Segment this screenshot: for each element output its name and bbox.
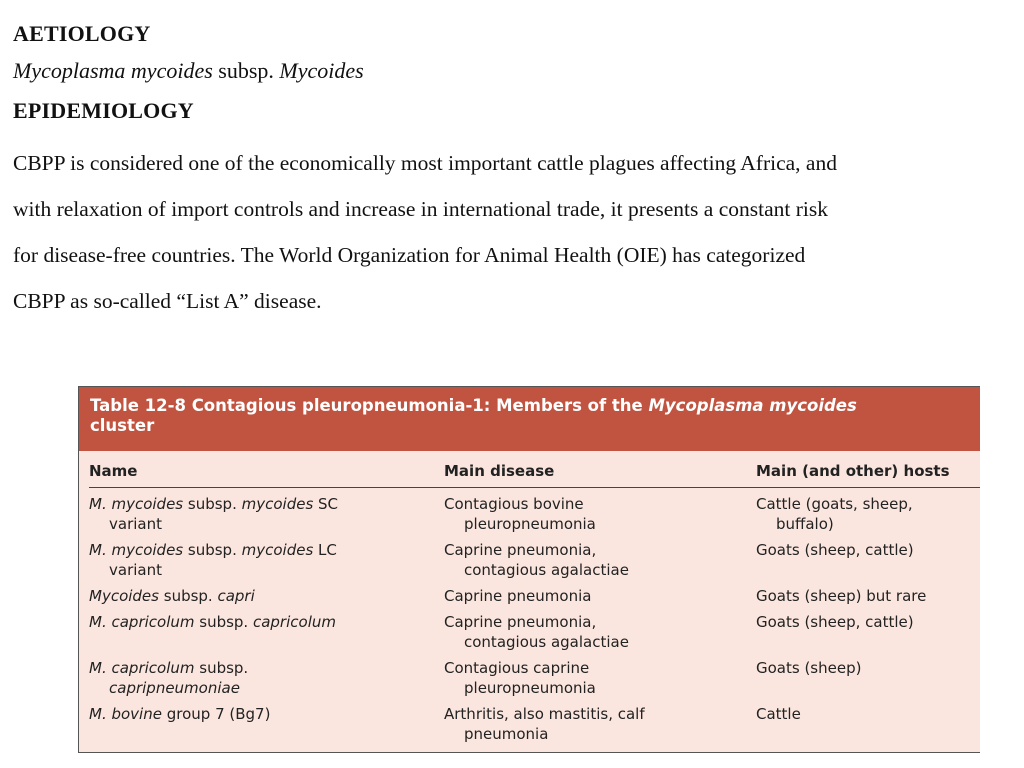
table-row	[89, 612, 980, 658]
organism-subspecies: Mycoides	[279, 58, 364, 83]
table-caption-italic: Mycoplasma mycoides	[648, 396, 857, 415]
hosts-line2: buffalo)	[776, 515, 834, 533]
disease-line2: contagious agalactiae	[464, 633, 629, 651]
cell-disease	[444, 540, 629, 580]
name-part: subsp.	[183, 541, 242, 559]
name-part: group 7 (Bg7)	[161, 705, 271, 723]
column-header-name: Name	[89, 462, 138, 480]
cell-disease	[444, 586, 591, 606]
table-row	[89, 658, 980, 704]
mycoplasma-table	[78, 386, 980, 753]
name-part: subsp.	[194, 659, 249, 677]
table-caption-prefix: Table 12-8 Contagious pleuropneumonia-1: Members of the	[90, 396, 649, 415]
cell-hosts	[756, 494, 913, 534]
cell-disease	[444, 658, 596, 698]
name-line2: variant	[109, 561, 162, 579]
name-part: capri	[217, 587, 255, 605]
disease-line2: pneumonia	[464, 725, 549, 743]
disease-line1: Contagious caprine	[444, 659, 590, 677]
cell-hosts	[756, 612, 914, 632]
cell-name	[89, 704, 270, 724]
name-line2: variant	[109, 515, 162, 533]
cell-disease	[444, 494, 596, 534]
organism-species: Mycoplasma mycoides	[13, 58, 213, 83]
name-part: M. bovine	[89, 705, 162, 723]
name-part: M. mycoides	[89, 495, 184, 513]
name-part: subsp.	[158, 587, 218, 605]
disease-line2: pleuropneumonia	[464, 679, 596, 697]
column-header-hosts: Main (and other) hosts	[756, 462, 950, 480]
cell-disease	[444, 612, 629, 652]
cell-hosts	[756, 704, 801, 724]
table-body	[89, 494, 980, 750]
hosts-line1: Goats (sheep) but rare	[756, 587, 927, 605]
name-part: capricolum	[252, 613, 336, 631]
name-part: subsp.	[194, 613, 253, 631]
cell-name	[89, 586, 255, 606]
name-part: M. capricolum	[89, 613, 195, 631]
paragraph-line: CBPP as so-called “List A” disease.	[13, 289, 322, 313]
disease-line1: Arthritis, also mastitis, calf	[444, 705, 645, 723]
column-header-main-disease: Main disease	[444, 462, 555, 480]
table-header-row	[89, 451, 980, 488]
hosts-line1: Goats (sheep, cattle)	[756, 613, 914, 631]
cell-hosts	[756, 658, 861, 678]
table-caption	[79, 387, 980, 451]
table-caption-suffix: cluster	[90, 416, 155, 435]
name-part: SC	[313, 495, 339, 513]
name-part: LC	[313, 541, 337, 559]
hosts-line1: Cattle (goats, sheep,	[756, 495, 913, 513]
organism-subsp-label: subsp.	[212, 58, 280, 83]
cell-name	[89, 658, 248, 698]
paragraph-line: CBPP is considered one of the economically most important cattle plagues affecting Africa, and	[13, 151, 837, 175]
paragraph-line: for disease-free countries. The World Organization for Animal Health (OIE) has categorized	[13, 243, 806, 267]
hosts-line1: Goats (sheep)	[756, 659, 862, 677]
cell-hosts	[756, 586, 926, 606]
name-part: M. capricolum	[89, 659, 195, 677]
paragraph-line: with relaxation of import controls and increase in international trade, it presents a constant risk	[13, 197, 828, 221]
epidemiology-paragraph	[13, 140, 1013, 324]
disease-line1: Caprine pneumonia,	[444, 613, 597, 631]
name-part: Mycoides	[89, 587, 159, 605]
name-part: mycoides	[241, 541, 314, 559]
table-row	[89, 704, 980, 750]
cell-name	[89, 612, 336, 632]
disease-line1: Caprine pneumonia	[444, 587, 592, 605]
disease-line1: Contagious bovine	[444, 495, 584, 513]
disease-line2: contagious agalactiae	[464, 561, 629, 579]
cell-hosts	[756, 540, 914, 560]
table-row	[89, 494, 980, 540]
name-part: mycoides	[241, 495, 314, 513]
disease-line1: Caprine pneumonia,	[444, 541, 597, 559]
hosts-line1: Cattle	[756, 705, 801, 723]
organism-name	[13, 58, 364, 84]
cell-disease	[444, 704, 645, 744]
table-row	[89, 586, 980, 612]
name-line2: capripneumoniae	[109, 679, 240, 697]
hosts-line1: Goats (sheep, cattle)	[756, 541, 914, 559]
table-row	[89, 540, 980, 586]
cell-name	[89, 540, 337, 580]
aetiology-heading: AETIOLOGY	[13, 21, 151, 46]
disease-line2: pleuropneumonia	[464, 515, 596, 533]
cell-name	[89, 494, 338, 534]
name-part: subsp.	[183, 495, 242, 513]
epidemiology-heading: EPIDEMIOLOGY	[13, 98, 194, 123]
name-part: M. mycoides	[89, 541, 184, 559]
